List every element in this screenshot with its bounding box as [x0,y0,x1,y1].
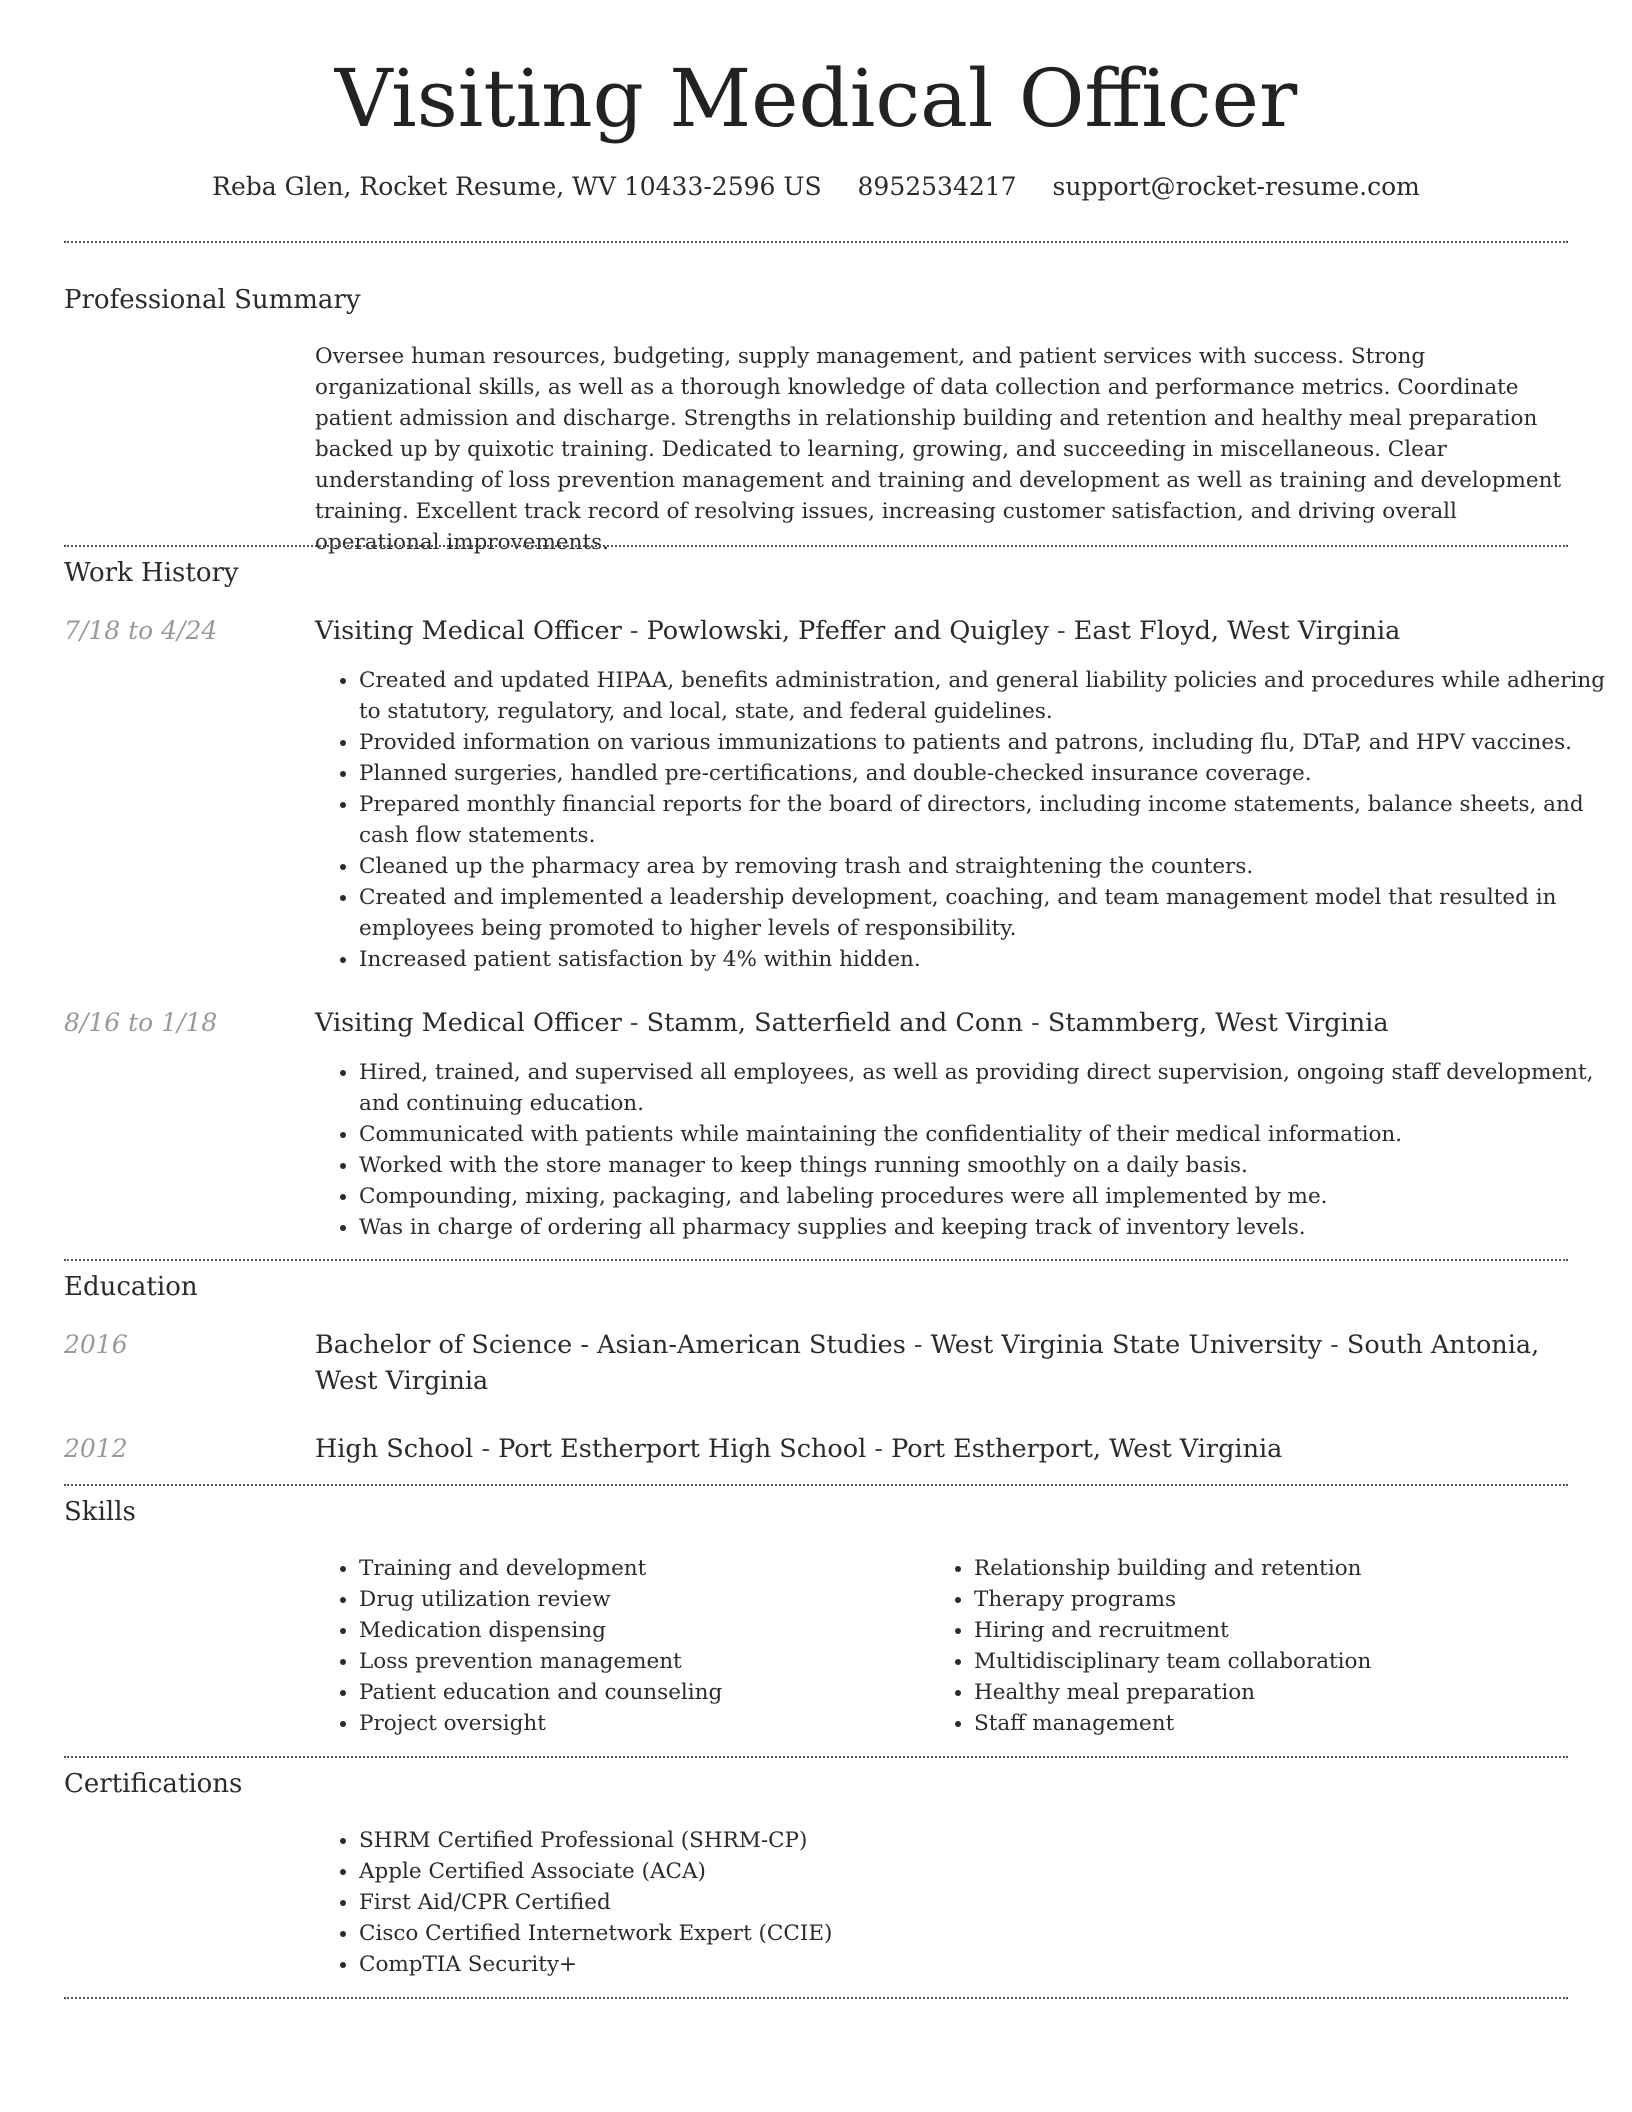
skill-item: • Medication dispensing [359,1615,959,1646]
list-item: • Increased patient satisfaction by 4% within hidden. [359,944,1614,975]
job-bullets [315,1057,1614,1243]
contact-phone: 8952534217 [857,172,1017,201]
list-item: • Created and implemented a leadership development, coaching, and team management model that resulted in employees being promoted to higher levels of responsibility. [359,882,1614,944]
skill-item: • Patient education and counseling [359,1677,959,1708]
skill-item: • Project oversight [359,1708,959,1739]
list-item: • Provided information on various immunizations to patients and patrons, including flu, DTaP, and HPV vaccines. [359,727,1614,758]
job-heading: Visiting Medical Officer - Powlowski, Pfeffer and Quigley - East Floyd, West Virginia [315,616,1401,646]
job-company: Stamm, Satterfield and Conn [646,1008,1024,1038]
contact-line [0,170,1632,204]
skill-item: • Staff management [974,1708,1574,1739]
job-location: Stammberg, West Virginia [1047,1008,1389,1038]
certification-item: • CompTIA Security+ [359,1949,1614,1980]
resume-name: Visiting Medical Officer [334,52,1298,145]
section-title-summary: Professional Summary [64,285,361,315]
list-item: • Created and updated HIPAA, benefits administration, and general liability policies and procedures while adhering to statutory, regulatory, and local, state, and federal guidelines. [359,665,1614,727]
education-year: 2012 [64,1434,128,1463]
skills-list-left [315,1553,959,1739]
job-bullets [315,665,1614,975]
skill-item: • Loss prevention management [359,1646,959,1677]
skill-item: • Multidisciplinary team collaboration [974,1646,1574,1677]
section-divider [64,1484,1568,1486]
job-position: Visiting Medical Officer [315,1008,622,1038]
education-year: 2016 [64,1330,128,1359]
job-heading: Visiting Medical Officer - Stamm, Satterfield and Conn - Stammberg, West Virginia [315,1008,1389,1038]
education-location: Port Estherport, West Virginia [891,1434,1283,1464]
section-title-work: Work History [64,558,239,588]
contact-email: support@rocket-resume.com [1052,172,1420,201]
job-location: East Floyd, West Virginia [1073,616,1401,646]
skill-item: • Healthy meal preparation [974,1677,1574,1708]
summary-text: Oversee human resources, budgeting, supply management, and patient services with success. Strong organizational skills, as well as a thorough knowledge of data collection and performance metrics. Coordinate patient admission and discharge. Strengths in relationship building and retention and healthy meal preparation backed up by quixotic training. Dedicated to learning, growing, and succeeding in miscellaneous. Clear understanding of loss prevention management and training and development as well as training and development training. Excellent track record of resolving issues, increasing customer satisfaction, and driving overall operational improvements. [315,344,1562,555]
section-title-certifications: Certifications [64,1769,243,1799]
list-item: • Cleaned up the pharmacy area by removing trash and straightening the counters. [359,851,1614,882]
section-title-skills: Skills [64,1497,136,1527]
list-item: • Worked with the store manager to keep things running smoothly on a daily basis. [359,1150,1614,1181]
education-heading: High School - Port Estherport High School - Port Estherport, West Virginia [315,1434,1283,1464]
certification-item: • First Aid/CPR Certified [359,1887,1614,1918]
skill-item: • Training and development [359,1553,959,1584]
section-divider [64,1997,1568,1999]
job-dates: 7/18 to 4/24 [64,616,218,645]
job-company: Powlowski, Pfeffer and Quigley [646,616,1049,646]
education-degree: Bachelor of Science - Asian-American Studies [315,1330,906,1360]
education-degree: High School [315,1434,474,1464]
section-divider [64,1259,1568,1261]
job-dates: 8/16 to 1/18 [64,1008,218,1037]
list-item: • Planned surgeries, handled pre-certifications, and double-checked insurance coverage. [359,758,1614,789]
list-item: • Communicated with patients while maintaining the confidentiality of their medical information. [359,1119,1614,1150]
list-item: • Hired, trained, and supervised all employees, as well as providing direct supervision, ongoing staff development, and continuing education. [359,1057,1614,1119]
education-school: Port Estherport High School [498,1434,867,1464]
skills-list-right [930,1553,1574,1739]
certifications-list [315,1825,1614,1980]
list-item: • Compounding, mixing, packaging, and labeling procedures were all implemented by me. [359,1181,1614,1212]
skill-item: • Relationship building and retention [974,1553,1574,1584]
education-location: South Antonia, West Virginia [315,1330,1540,1396]
section-divider [64,1756,1568,1758]
contact-address: Reba Glen, Rocket Resume, WV 10433-2596 US [212,172,822,201]
section-divider [64,545,1568,547]
certification-item: • SHRM Certified Professional (SHRM-CP) [359,1825,1614,1856]
skill-item: • Drug utilization review [359,1584,959,1615]
certification-item: • Cisco Certified Internetwork Expert (CCIE) [359,1918,1614,1949]
education-school: West Virginia State University [930,1330,1322,1360]
list-item: • Prepared monthly financial reports for the board of directors, including income statements, balance sheets, and cash flow statements. [359,789,1614,851]
section-divider [64,241,1568,243]
list-item: • Was in charge of ordering all pharmacy supplies and keeping track of inventory levels. [359,1212,1614,1243]
section-title-education: Education [64,1272,198,1302]
education-heading: Bachelor of Science - Asian-American Studies - West Virginia State University - South Antonia, West Virginia [315,1330,1540,1396]
skill-item: • Therapy programs [974,1584,1574,1615]
job-position: Visiting Medical Officer [315,616,622,646]
skill-item: • Hiring and recruitment [974,1615,1574,1646]
certification-item: • Apple Certified Associate (ACA) [359,1856,1614,1887]
